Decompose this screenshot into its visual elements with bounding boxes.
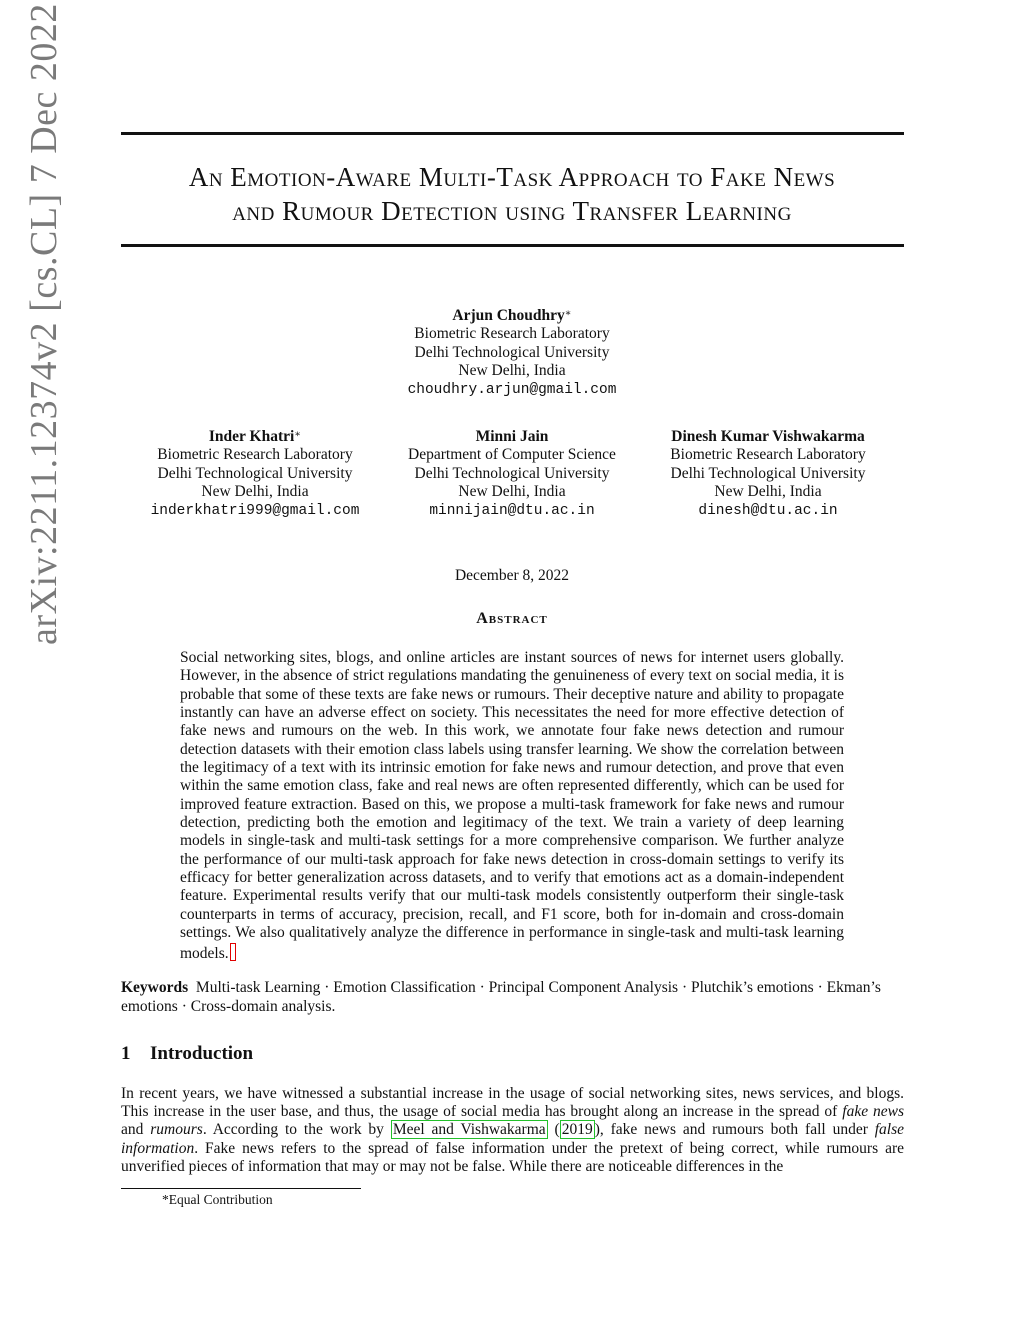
abstract-body: Social networking sites, blogs, and online articles are instant sources of news for internet users globally. However, in the absence of strict regulations mandating the genuineness of every text on social media, it is probable that some of these texts are fake news or rumours. Their deceptive nature and ability to propagate instantly can have an adverse effect on society. This necessitates the need for more effective detection of fake news and rumours on the web. In this work, we annotate four fake news detection and rumour detection datasets with their emotion class labels using transfer learning. We show the correlation between the legitimacy of a text with its intrinsic emotion for fake news and rumour detection, and prove that even within the same emotion class, fake and real news are often represented differently, which can be used for improved feature extraction. Based on this, we propose a multi-task framework for fake news and rumour detection, predicting both the emotion and legitimacy of the text. We train a variety of deep learning models in single-task and multi-task settings for a more comprehensive comparison. We further analyze the performance of our multi-task approach for fake news detection in cross-domain settings to verify its efficacy for better generalization across datasets, and to verify that emotions act as a domain-independent feature. Experimental results verify that our multi-task models consistently outperform their single-task counterparts in terms of accuracy, precision, recall, and F1 score, both for in-domain and cross-domain settings. We also qualitatively analyze the difference in performance in single-task and multi-task learning models.: [180, 649, 844, 962]
author-institution: Delhi Technological University: [157, 464, 353, 482]
author-location: New Delhi, India: [458, 483, 566, 501]
paper-title: [100, 160, 924, 228]
keywords-line: [121, 979, 904, 1016]
author-email[interactable]: dinesh@dtu.ac.in: [698, 502, 838, 519]
author-institution: Delhi Technological University: [414, 464, 610, 482]
author-location: New Delhi, India: [714, 483, 822, 501]
author-email[interactable]: choudhry.arjun@gmail.com: [407, 381, 617, 398]
author-institution: Delhi Technological University: [670, 464, 866, 482]
author-block-khatri: [130, 428, 380, 520]
publication-date: December 8, 2022: [454, 567, 570, 584]
abstract-text: [180, 649, 844, 963]
intro-emphasis-fake-news: fake news: [842, 1103, 905, 1121]
author-name: Dinesh Kumar Vishwakarma: [671, 428, 865, 445]
intro-text-part: . According to the work by: [202, 1121, 384, 1139]
author-block-jain: [382, 428, 642, 520]
intro-emphasis-rumours: rumours: [150, 1121, 203, 1139]
author-name: Minni Jain: [475, 428, 549, 445]
intro-text-part: In recent years, we have witnessed a substantial increase in the usage of social networking sites, news services, and blogs. This increase in the user base, and thus, the usage of social media has brought along an increase in the spread of: [121, 1085, 904, 1121]
author-affiliation: Department of Computer Science: [408, 446, 616, 464]
author-institution: Delhi Technological University: [414, 343, 610, 361]
title-line-1: An Emotion-Aware Multi-Task Approach to Fake News: [188, 162, 836, 192]
author-name: Arjun Choudhry: [452, 307, 565, 324]
author-email[interactable]: inderkhatri999@gmail.com: [150, 502, 360, 519]
citation-link-authors[interactable]: Meel and Vishwakarma: [392, 1121, 546, 1139]
title-top-rule: [121, 132, 904, 135]
intro-emphasis-false-information: false information: [121, 1121, 905, 1157]
citation-link-year[interactable]: 2019: [561, 1121, 593, 1139]
author-block-choudhry: [362, 307, 662, 399]
author-affiliation: Biometric Research Laboratory: [157, 446, 353, 464]
section-number: 1: [121, 1043, 131, 1064]
intro-text-part: ), fake news and rumours both fall under: [594, 1121, 868, 1139]
intro-text-part: . Fake news refers to the spread of false information under the pretext of being correct, while rumours are unverified pieces of information that may or may not be false. While there are noticeable differences in the: [121, 1139, 904, 1175]
keywords-list: Multi-task Learning · Emotion Classification · Principal Component Analysis · Plutchik’s emotions · Ekman’s emotions · Cross-domain analysis.: [121, 979, 881, 1015]
arxiv-sidebar-id: arXiv:2211.12374v2 [cs.CL] 7 Dec 2022: [23, 3, 65, 645]
section-title: Introduction: [150, 1043, 254, 1064]
author-email[interactable]: minnijain@dtu.ac.in: [429, 502, 595, 519]
footnote-text: *Equal Contribution: [162, 1192, 273, 1207]
author-location: New Delhi, India: [458, 362, 566, 380]
title-line-2: and Rumour Detection using Transfer Learning: [232, 196, 792, 226]
equal-contribution-mark: ∗: [564, 308, 572, 319]
author-block-vishwakarma: [643, 428, 893, 520]
author-affiliation: Biometric Research Laboratory: [414, 325, 610, 343]
keywords-label: Keywords: [121, 979, 189, 996]
author-location: New Delhi, India: [201, 483, 309, 501]
footnote-link-marker[interactable]: [230, 943, 236, 961]
title-bottom-rule: [121, 244, 904, 247]
footnote-rule: [121, 1188, 361, 1189]
intro-text-part: and: [121, 1121, 144, 1139]
author-name: Inder Khatri: [208, 428, 295, 445]
author-affiliation: Biometric Research Laboratory: [670, 446, 866, 464]
abstract-heading: Abstract: [476, 610, 548, 627]
equal-contribution-mark: ∗: [294, 429, 302, 440]
section-heading-introduction: [121, 1043, 253, 1065]
introduction-paragraph: In recent years, we have witnessed a substantial increase in the usage of social networking sites, news services, and blogs. This increase in the user base, and thus, the usage of social media has brought along an increase in the spread of fake news and rumours. According to the work by Meel and Vishwakarma ( 2019 ), fake news and rumours both fall under false information. Fake news refers to the spread of false information under the pretext of being correct, while rumours are unverified pieces of information that may or may not be false. While there are noticeable differences in the: [121, 1085, 905, 1175]
